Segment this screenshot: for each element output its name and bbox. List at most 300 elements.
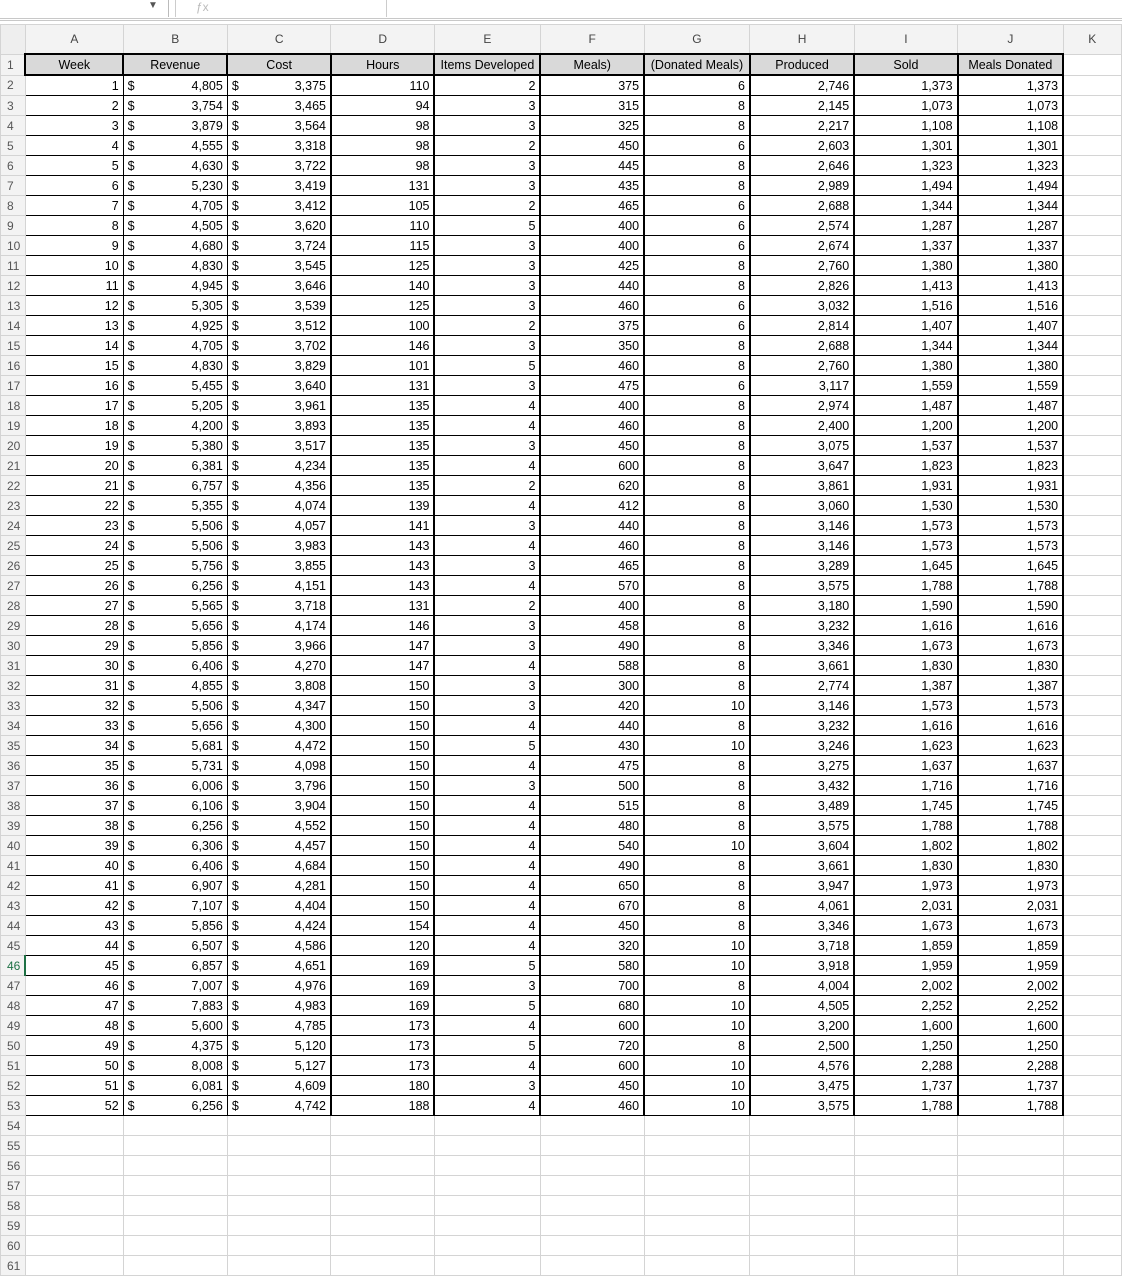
row-header-36[interactable]: 36 xyxy=(1,756,26,776)
cell[interactable]: 5 xyxy=(25,156,123,176)
name-box[interactable] xyxy=(0,0,169,17)
cell[interactable]: 1,645 xyxy=(958,556,1064,576)
cell[interactable]: 1,530 xyxy=(854,496,957,516)
empty-cell[interactable] xyxy=(25,1176,123,1196)
cell[interactable]: 3 xyxy=(434,776,540,796)
cell[interactable]: 1,380 xyxy=(854,256,957,276)
cell-k9[interactable] xyxy=(1063,216,1121,236)
cell[interactable]: 146 xyxy=(331,336,435,356)
cell[interactable]: 5 xyxy=(434,736,540,756)
column-title[interactable]: Week xyxy=(25,54,123,75)
cell[interactable]: 31 xyxy=(25,676,123,696)
cell[interactable]: 2,252 xyxy=(854,996,957,1016)
cell-k10[interactable] xyxy=(1063,236,1121,256)
cell[interactable] xyxy=(227,616,331,636)
cell-k40[interactable] xyxy=(1063,836,1121,856)
cell[interactable]: 141 xyxy=(331,516,435,536)
cell[interactable]: 412 xyxy=(540,496,644,516)
cell[interactable]: 465 xyxy=(540,196,644,216)
cell[interactable] xyxy=(227,196,331,216)
cell[interactable]: 1,373 xyxy=(854,75,957,96)
empty-cell[interactable] xyxy=(434,1156,540,1176)
cell[interactable] xyxy=(227,536,331,556)
empty-cell[interactable] xyxy=(958,1196,1064,1216)
row-header-8[interactable]: 8 xyxy=(1,196,26,216)
cell[interactable] xyxy=(227,96,331,116)
empty-cell[interactable] xyxy=(540,1136,644,1156)
cell[interactable]: 3,200 xyxy=(750,1016,854,1036)
cell-k54[interactable] xyxy=(1063,1116,1121,1136)
empty-cell[interactable] xyxy=(331,1256,435,1276)
cell[interactable]: 435 xyxy=(540,176,644,196)
cell[interactable]: 3,075 xyxy=(750,436,854,456)
cell[interactable] xyxy=(123,616,227,636)
cell[interactable]: 1,387 xyxy=(854,676,957,696)
cell-k34[interactable] xyxy=(1063,716,1121,736)
cell[interactable]: 1,616 xyxy=(958,716,1064,736)
empty-cell[interactable] xyxy=(227,1196,331,1216)
cell[interactable]: 400 xyxy=(540,396,644,416)
empty-cell[interactable] xyxy=(331,1136,435,1156)
cell-k51[interactable] xyxy=(1063,1056,1121,1076)
cell[interactable]: 1,344 xyxy=(854,336,957,356)
cell[interactable]: 173 xyxy=(331,1056,435,1076)
cell-k15[interactable] xyxy=(1063,336,1121,356)
cell[interactable]: 2,288 xyxy=(958,1056,1064,1076)
cell-k41[interactable] xyxy=(1063,856,1121,876)
cell[interactable]: 420 xyxy=(540,696,644,716)
cell[interactable]: 2 xyxy=(434,75,540,96)
cell[interactable]: 400 xyxy=(540,216,644,236)
column-header-g[interactable]: G xyxy=(644,25,750,55)
cell[interactable] xyxy=(227,416,331,436)
cell-k30[interactable] xyxy=(1063,636,1121,656)
cell[interactable]: 2,746 xyxy=(750,75,854,96)
cell[interactable]: 315 xyxy=(540,96,644,116)
cell[interactable] xyxy=(123,676,227,696)
cell[interactable]: 2 xyxy=(25,96,123,116)
cell[interactable]: 1,387 xyxy=(958,676,1064,696)
empty-cell[interactable] xyxy=(958,1216,1064,1236)
cell[interactable]: 4 xyxy=(434,796,540,816)
cell[interactable] xyxy=(227,796,331,816)
cell[interactable]: 460 xyxy=(540,356,644,376)
cell-k4[interactable] xyxy=(1063,116,1121,136)
cell[interactable]: 1,830 xyxy=(854,656,957,676)
cell[interactable]: 2,826 xyxy=(750,276,854,296)
row-header-5[interactable]: 5 xyxy=(1,136,26,156)
cell[interactable] xyxy=(227,356,331,376)
cell[interactable]: 1,931 xyxy=(854,476,957,496)
cell-k7[interactable] xyxy=(1063,176,1121,196)
empty-cell[interactable] xyxy=(25,1256,123,1276)
cell[interactable]: 24 xyxy=(25,536,123,556)
cell-k32[interactable] xyxy=(1063,676,1121,696)
cell[interactable] xyxy=(227,896,331,916)
cell[interactable]: 1,745 xyxy=(854,796,957,816)
cell[interactable]: 460 xyxy=(540,416,644,436)
column-title[interactable]: Produced xyxy=(750,54,854,75)
empty-cell[interactable] xyxy=(434,1236,540,1256)
cell[interactable] xyxy=(227,1036,331,1056)
empty-cell[interactable] xyxy=(227,1216,331,1236)
cell[interactable]: 1,859 xyxy=(854,936,957,956)
empty-cell[interactable] xyxy=(434,1136,540,1156)
cell[interactable]: 125 xyxy=(331,256,435,276)
cell-k59[interactable] xyxy=(1063,1216,1121,1236)
cell[interactable]: 320 xyxy=(540,936,644,956)
row-header-32[interactable]: 32 xyxy=(1,676,26,696)
cell[interactable]: 10 xyxy=(644,736,750,756)
cell[interactable]: 1,344 xyxy=(958,336,1064,356)
cell[interactable]: 3 xyxy=(434,336,540,356)
column-header-d[interactable]: D xyxy=(331,25,435,55)
cell[interactable]: 4 xyxy=(434,396,540,416)
cell[interactable] xyxy=(227,336,331,356)
cell[interactable]: 139 xyxy=(331,496,435,516)
cell[interactable]: 3 xyxy=(434,156,540,176)
cell-k43[interactable] xyxy=(1063,896,1121,916)
cell[interactable]: 4,576 xyxy=(750,1056,854,1076)
cell[interactable]: 1,573 xyxy=(854,516,957,536)
cell[interactable]: 5 xyxy=(434,216,540,236)
cell[interactable]: 1,337 xyxy=(958,236,1064,256)
cell[interactable]: 3,346 xyxy=(750,636,854,656)
cell[interactable]: 1,616 xyxy=(854,616,957,636)
cell[interactable]: 1,673 xyxy=(958,916,1064,936)
cell[interactable]: 2,603 xyxy=(750,136,854,156)
cell-k16[interactable] xyxy=(1063,356,1121,376)
cell[interactable]: 1,380 xyxy=(854,356,957,376)
cell[interactable] xyxy=(123,436,227,456)
cell[interactable] xyxy=(123,976,227,996)
row-header-11[interactable]: 11 xyxy=(1,256,26,276)
cell-k49[interactable] xyxy=(1063,1016,1121,1036)
chevron-down-icon[interactable]: ▼ xyxy=(148,0,158,11)
cell[interactable]: 1,645 xyxy=(854,556,957,576)
cell[interactable]: 480 xyxy=(540,816,644,836)
cell[interactable]: 28 xyxy=(25,616,123,636)
row-header-35[interactable]: 35 xyxy=(1,736,26,756)
cell[interactable] xyxy=(123,1096,227,1116)
empty-cell[interactable] xyxy=(750,1136,854,1156)
row-header-57[interactable]: 57 xyxy=(1,1176,26,1196)
cell[interactable]: 4 xyxy=(434,716,540,736)
cell[interactable]: 440 xyxy=(540,716,644,736)
cell-k58[interactable] xyxy=(1063,1196,1121,1216)
cell[interactable]: 720 xyxy=(540,1036,644,1056)
cell[interactable] xyxy=(227,556,331,576)
cell[interactable]: 1,301 xyxy=(958,136,1064,156)
cell[interactable]: 23 xyxy=(25,516,123,536)
column-title[interactable]: Items Developed xyxy=(434,54,540,75)
cell[interactable]: 1,859 xyxy=(958,936,1064,956)
empty-cell[interactable] xyxy=(644,1136,750,1156)
cell[interactable] xyxy=(123,1056,227,1076)
cell-k31[interactable] xyxy=(1063,656,1121,676)
empty-cell[interactable] xyxy=(227,1176,331,1196)
cell[interactable] xyxy=(227,676,331,696)
cell[interactable]: 101 xyxy=(331,356,435,376)
cell[interactable]: 670 xyxy=(540,896,644,916)
cell[interactable] xyxy=(123,456,227,476)
cell[interactable]: 1,959 xyxy=(958,956,1064,976)
empty-cell[interactable] xyxy=(854,1196,957,1216)
cell[interactable]: 3 xyxy=(434,276,540,296)
row-header-6[interactable]: 6 xyxy=(1,156,26,176)
cell[interactable]: 460 xyxy=(540,536,644,556)
row-header-7[interactable]: 7 xyxy=(1,176,26,196)
cell[interactable]: 4 xyxy=(434,496,540,516)
row-header-21[interactable]: 21 xyxy=(1,456,26,476)
cell-k42[interactable] xyxy=(1063,876,1121,896)
empty-cell[interactable] xyxy=(123,1256,227,1276)
cell[interactable]: 4 xyxy=(434,816,540,836)
cell[interactable]: 3 xyxy=(434,256,540,276)
row-header-47[interactable]: 47 xyxy=(1,976,26,996)
cell[interactable]: 150 xyxy=(331,776,435,796)
cell[interactable]: 45 xyxy=(25,956,123,976)
cell[interactable]: 1,931 xyxy=(958,476,1064,496)
cell[interactable]: 1,830 xyxy=(854,856,957,876)
cell[interactable]: 8 xyxy=(644,336,750,356)
cell[interactable]: 4 xyxy=(434,536,540,556)
cell[interactable]: 8 xyxy=(644,576,750,596)
cell[interactable]: 173 xyxy=(331,1016,435,1036)
empty-cell[interactable] xyxy=(644,1196,750,1216)
cell[interactable]: 10 xyxy=(644,936,750,956)
cell[interactable] xyxy=(123,376,227,396)
cell[interactable]: 1,673 xyxy=(958,636,1064,656)
cell[interactable] xyxy=(227,576,331,596)
cell[interactable]: 6 xyxy=(644,75,750,96)
row-header-46[interactable]: 46 xyxy=(1,956,26,976)
cell[interactable]: 4 xyxy=(434,456,540,476)
cell-k12[interactable] xyxy=(1063,276,1121,296)
cell[interactable]: 1,487 xyxy=(854,396,957,416)
column-header-a[interactable]: A xyxy=(25,25,123,55)
empty-cell[interactable] xyxy=(854,1216,957,1236)
cell[interactable]: 15 xyxy=(25,356,123,376)
empty-cell[interactable] xyxy=(540,1196,644,1216)
cell[interactable] xyxy=(123,1036,227,1056)
cell[interactable] xyxy=(123,256,227,276)
cell[interactable] xyxy=(227,256,331,276)
empty-cell[interactable] xyxy=(25,1196,123,1216)
row-header-17[interactable]: 17 xyxy=(1,376,26,396)
empty-cell[interactable] xyxy=(958,1136,1064,1156)
cell[interactable]: 700 xyxy=(540,976,644,996)
empty-cell[interactable] xyxy=(750,1236,854,1256)
cell[interactable]: 135 xyxy=(331,456,435,476)
empty-cell[interactable] xyxy=(540,1116,644,1136)
cell[interactable]: 1,737 xyxy=(958,1076,1064,1096)
column-title[interactable]: Hours xyxy=(331,54,435,75)
cell[interactable]: 26 xyxy=(25,576,123,596)
cell[interactable]: 8 xyxy=(644,396,750,416)
cell[interactable] xyxy=(123,716,227,736)
cell[interactable] xyxy=(227,116,331,136)
cell[interactable]: 48 xyxy=(25,1016,123,1036)
cell[interactable]: 10 xyxy=(644,1056,750,1076)
cell-k27[interactable] xyxy=(1063,576,1121,596)
row-header-22[interactable]: 22 xyxy=(1,476,26,496)
cell[interactable] xyxy=(227,1096,331,1116)
cell[interactable]: 10 xyxy=(644,836,750,856)
cell[interactable]: 16 xyxy=(25,376,123,396)
cell[interactable]: 143 xyxy=(331,536,435,556)
cell[interactable]: 8 xyxy=(644,676,750,696)
row-header-41[interactable]: 41 xyxy=(1,856,26,876)
cell-k56[interactable] xyxy=(1063,1156,1121,1176)
empty-cell[interactable] xyxy=(434,1256,540,1276)
cell[interactable]: 8 xyxy=(644,516,750,536)
cell[interactable]: 1,823 xyxy=(854,456,957,476)
cell[interactable]: 4 xyxy=(434,656,540,676)
cell[interactable]: 300 xyxy=(540,676,644,696)
cell[interactable]: 147 xyxy=(331,656,435,676)
cell[interactable] xyxy=(227,436,331,456)
cell[interactable]: 100 xyxy=(331,316,435,336)
row-header-54[interactable]: 54 xyxy=(1,1116,26,1136)
cell[interactable]: 140 xyxy=(331,276,435,296)
cell[interactable]: 22 xyxy=(25,496,123,516)
cell[interactable]: 2,031 xyxy=(958,896,1064,916)
cell[interactable]: 4 xyxy=(434,576,540,596)
cell[interactable] xyxy=(123,776,227,796)
cell[interactable]: 2,002 xyxy=(854,976,957,996)
empty-cell[interactable] xyxy=(540,1176,644,1196)
cell[interactable] xyxy=(123,216,227,236)
cell-k37[interactable] xyxy=(1063,776,1121,796)
cell[interactable] xyxy=(227,156,331,176)
cell[interactable] xyxy=(227,1056,331,1076)
cell[interactable]: 3 xyxy=(434,696,540,716)
cell[interactable]: 1,573 xyxy=(958,536,1064,556)
cell[interactable] xyxy=(227,496,331,516)
cell[interactable]: 3,146 xyxy=(750,696,854,716)
cell[interactable]: 2,500 xyxy=(750,1036,854,1056)
cell[interactable]: 135 xyxy=(331,476,435,496)
cell[interactable]: 4 xyxy=(434,1096,540,1116)
empty-cell[interactable] xyxy=(750,1116,854,1136)
cell[interactable]: 8 xyxy=(644,876,750,896)
cell[interactable] xyxy=(123,336,227,356)
cell[interactable] xyxy=(123,916,227,936)
cell[interactable]: 40 xyxy=(25,856,123,876)
cell[interactable]: 465 xyxy=(540,556,644,576)
cell[interactable] xyxy=(227,75,331,96)
cell-k38[interactable] xyxy=(1063,796,1121,816)
row-header-53[interactable]: 53 xyxy=(1,1096,26,1116)
cell-k47[interactable] xyxy=(1063,976,1121,996)
cell-k28[interactable] xyxy=(1063,596,1121,616)
cell[interactable]: 8 xyxy=(644,916,750,936)
cell[interactable]: 8 xyxy=(644,616,750,636)
row-header-37[interactable]: 37 xyxy=(1,776,26,796)
cell[interactable]: 5 xyxy=(434,996,540,1016)
cell[interactable] xyxy=(227,636,331,656)
cell-k6[interactable] xyxy=(1063,156,1121,176)
cell[interactable]: 3 xyxy=(434,616,540,636)
cell[interactable]: 2,674 xyxy=(750,236,854,256)
cell[interactable]: 37 xyxy=(25,796,123,816)
cell[interactable] xyxy=(227,876,331,896)
cell[interactable] xyxy=(227,916,331,936)
cell[interactable]: 2,688 xyxy=(750,336,854,356)
row-header-60[interactable]: 60 xyxy=(1,1236,26,1256)
cell[interactable]: 135 xyxy=(331,436,435,456)
empty-cell[interactable] xyxy=(331,1156,435,1176)
cell[interactable]: 8 xyxy=(644,176,750,196)
cell-k50[interactable] xyxy=(1063,1036,1121,1056)
cell[interactable] xyxy=(227,736,331,756)
cell-k36[interactable] xyxy=(1063,756,1121,776)
empty-cell[interactable] xyxy=(540,1236,644,1256)
cell-k48[interactable] xyxy=(1063,996,1121,1016)
cell[interactable] xyxy=(227,216,331,236)
cell[interactable]: 1,516 xyxy=(958,296,1064,316)
cell[interactable] xyxy=(227,456,331,476)
cell[interactable]: 50 xyxy=(25,1056,123,1076)
row-header-31[interactable]: 31 xyxy=(1,656,26,676)
cell[interactable]: 1,830 xyxy=(958,856,1064,876)
cell[interactable]: 3,246 xyxy=(750,736,854,756)
cell[interactable]: 143 xyxy=(331,576,435,596)
cell[interactable]: 173 xyxy=(331,1036,435,1056)
row-header-4[interactable]: 4 xyxy=(1,116,26,136)
cell[interactable]: 2,002 xyxy=(958,976,1064,996)
cell[interactable]: 120 xyxy=(331,936,435,956)
cell[interactable] xyxy=(123,556,227,576)
cell[interactable] xyxy=(123,296,227,316)
cell[interactable]: 460 xyxy=(540,296,644,316)
cell[interactable]: 98 xyxy=(331,136,435,156)
cell[interactable]: 105 xyxy=(331,196,435,216)
empty-cell[interactable] xyxy=(25,1116,123,1136)
empty-cell[interactable] xyxy=(540,1216,644,1236)
column-header-h[interactable]: H xyxy=(750,25,854,55)
cell[interactable]: 21 xyxy=(25,476,123,496)
cell[interactable]: 6 xyxy=(644,196,750,216)
cell[interactable]: 400 xyxy=(540,236,644,256)
cell[interactable]: 3 xyxy=(434,116,540,136)
cell[interactable]: 1,788 xyxy=(958,576,1064,596)
cell[interactable]: 10 xyxy=(644,1096,750,1116)
cell[interactable]: 2,646 xyxy=(750,156,854,176)
cell[interactable]: 8 xyxy=(644,496,750,516)
empty-cell[interactable] xyxy=(854,1176,957,1196)
column-header-i[interactable]: I xyxy=(854,25,957,55)
cell[interactable]: 430 xyxy=(540,736,644,756)
cell[interactable]: 42 xyxy=(25,896,123,916)
formula-input[interactable] xyxy=(175,0,387,17)
cell[interactable]: 450 xyxy=(540,916,644,936)
cell[interactable]: 34 xyxy=(25,736,123,756)
column-header-k[interactable]: K xyxy=(1063,25,1121,55)
cell[interactable]: 3 xyxy=(434,436,540,456)
cell[interactable]: 2,031 xyxy=(854,896,957,916)
cell[interactable]: 27 xyxy=(25,596,123,616)
cell[interactable]: 1,737 xyxy=(854,1076,957,1096)
cell[interactable]: 3 xyxy=(434,516,540,536)
cell[interactable]: 3,432 xyxy=(750,776,854,796)
cell[interactable]: 2,688 xyxy=(750,196,854,216)
cell[interactable]: 52 xyxy=(25,1096,123,1116)
empty-cell[interactable] xyxy=(227,1136,331,1156)
cell[interactable]: 8 xyxy=(644,96,750,116)
cell[interactable]: 115 xyxy=(331,236,435,256)
